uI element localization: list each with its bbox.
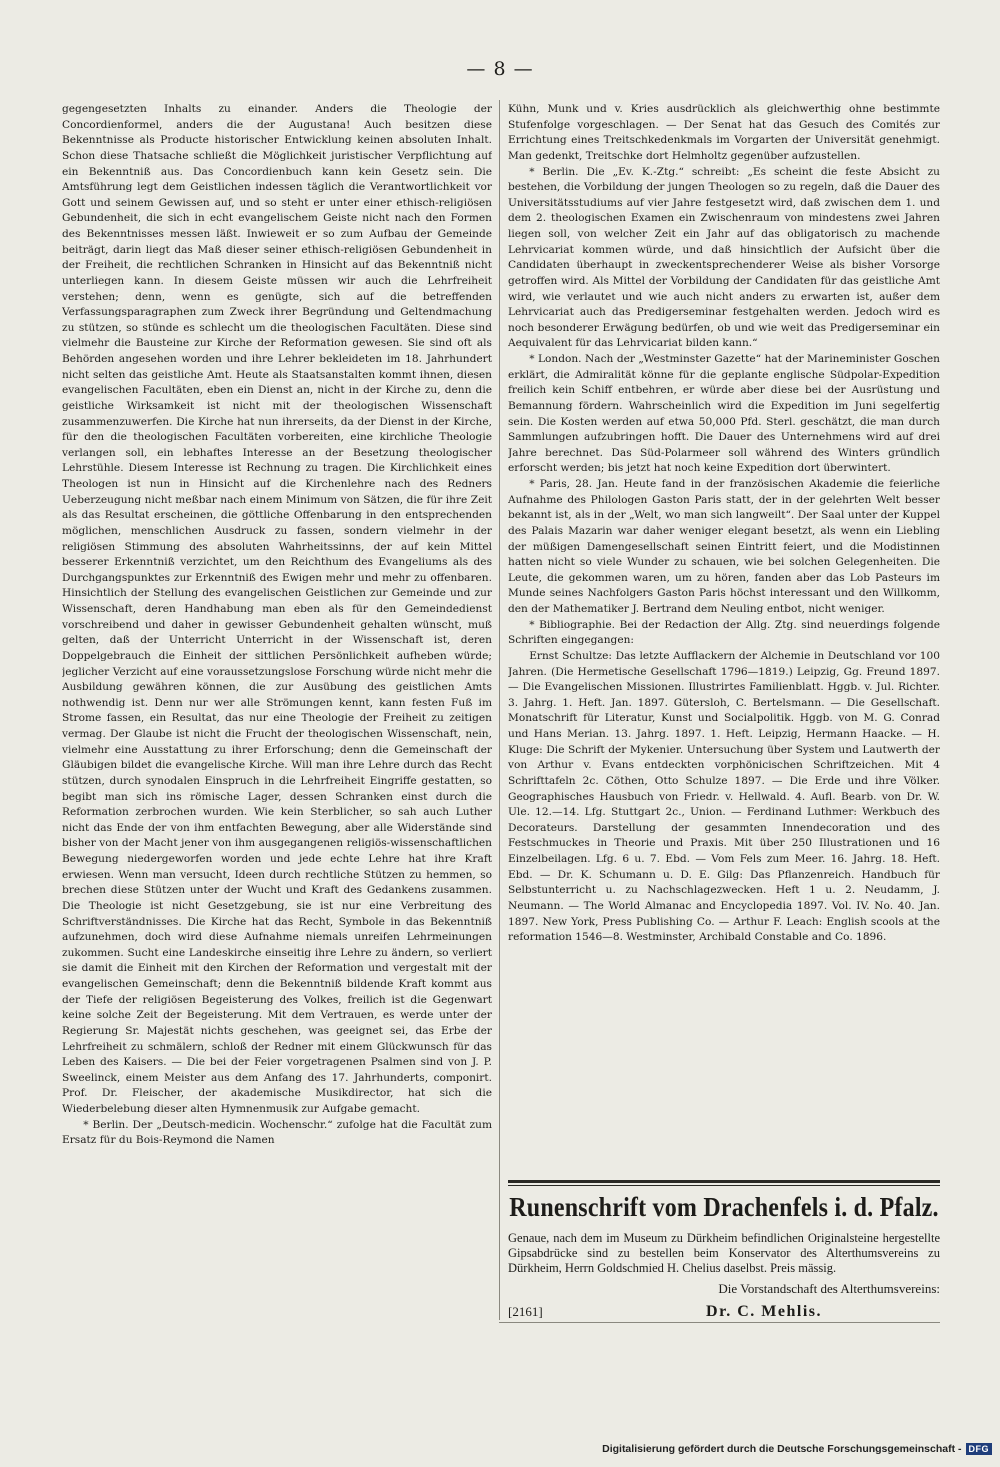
advertisement-name: Dr. C. Mehlis.: [706, 1303, 822, 1321]
footer-text: Digitalisierung gefördert durch die Deutsche Forschungsgemeinschaft -: [602, 1443, 962, 1455]
section-rule-top: [508, 1180, 940, 1183]
article-paragraph: Kühn, Munk und v. Kries ausdrücklich als gleichwerthig ohne bestimmte Stufenfolge vorgeschlagen. — Der Senat hat das Gesuch des Comités zur Errichtung eines Treitschkedenkmals im Vorgarten der Universität genehmigt. Man gedenkt, Treitschke dort Helmholtz gegenüber aufzustellen.: [508, 103, 940, 162]
right-column: [508, 102, 940, 1176]
article-paragraph: * Paris, 28. Jan. Heute fand in der französischen Akademie die feierliche Aufnahme des Philologen Gaston Paris statt, der in der gelehrten Welt besser bekannt ist, als in der „Welt, wo man sich langweilt“. Der Saal unter der Kuppel des Palais Mazarin war daher weniger elegant besetzt, als wenn ein Liebling der müßigen Damengesellschaft seinen Eintritt feiert, und die Modistinnen hatten nicht so viele Wunder zu schauen, wie bei solchen Gelegenheiten. Die Leute, die gekommen waren, um zu hören, fanden aber das Lob Pasteurs im Munde seines Nachfolgers Gaston Paris höchst interessant und den Willkomm, den der Mathematiker J. Bertrand dem Neuling entbot, nicht weniger.: [508, 478, 940, 615]
page-number: — 8 —: [466, 58, 534, 80]
article-paragraph: gegengesetzten Inhalts zu einander. Anders die Theologie der Concordienformel, anders die der Augustana! Auch besitzen diese Bekenntnisse als Producte historischer Entwicklung keinen absoluten Inhalt. Schon diese Thatsache schließt die Möglichkeit juristischer Verpflichtung auf ein Bekenntniß aus. Das Concordienbuch kann kein Gesetz sein. Die Amtsführung legt dem Geistlichen indessen täglich die Verantwortlichkeit vor Gott und seinem Gewissen auf, und so steht er unter einer ethisch-religiösen Gebundenheit, die sich in echt evangelischem Geiste nicht nach den Formen des Bekenntnisses messen läßt. Inwieweit er so zum Aufbau der Gemeinde beiträgt, darin liegt das Maß dieser seiner ethisch-religiösen Gebundenheit in der Freiheit, die rechtlichen Schranken in Hinsicht auf das Bekenntniß nicht unterliegen kann. In diesem Geiste müssen wir auch die Lehrfreiheit verstehen; denn, wenn es genügte, sich auf die betreffenden Verfassungsparagraphen zum Zweck ihrer Begründung und Geltendmachung zu stützen, so stünde es schlecht um die theologischen Facultäten. Diese sind vielmehr die Bausteine zur Kirche der Reformation gewesen. Sie sind oft als Behörden angesehen worden und ihre Lehrer bekleideten im 18. Jahrhundert nicht selten das geistliche Amt. Heute als Staatsanstalten kommt ihnen, diesen evangelischen Facultäten, eben ein Dienst an, nicht in der Kirche zu, denn die geistliche Wirksamkeit ist nicht mit der theologischen Wissenschaft zusammenzuwerfen. Die Kirche hat nun ihrerseits, da der Dienst in der Kirche, für den die theologischen Facultäten vorbereiten, eine kirchliche Theologie verlangen soll, ein lebhaftes Interesse an der Besetzung theologischer Lehrstühle. Diesem Interesse ist Rechnung zu tragen. Die Kirchlichkeit eines Theologen ist nun in Hinsicht auf die Kirchenlehre nach des Redners Ueberzeugung nicht meßbar nach einem Minimum von Sätzen, die für ihre Zeit als das Resultat erscheinen, die göttliche Offenbarung in den entsprechenden möglichen, menschlichen Ausdruck zu fassen, sondern vielmehr in der religiösen Stimmung des absoluten Wahrheitssinns, der auf kein Mittel besserer Erkenntniß verzichtet, um den Reichthum des Evangeliums als des Durchgangspunktes zur Erkenntniß des Ewigen mehr und mehr zu offenbaren. Hinsichtlich der Stellung des evangelischen Geistlichen zur Gemeinde und zur Wissenschaft, deren Handhabung man eben als für den Gemeindedienst vorschreibend und daher in gewisser Gebundenheit gehalten wünscht, muß gelten, daß der Unterricht Unterricht in der Wissenschaft ist, deren Doppelgebrauch die Einheit der sittlichen Persönlichkeit aufheben würde; jeglicher Verzicht auf eine voraussetzungslose Forschung würde nicht mehr die Ausbildung gewähren können, die zur Ausübung des geistlichen Amts nothwendig ist. Denn nur wer alle Strömungen kennt, kann festen Fuß im Strome fassen, ein Resultat, das nur eine Theologie der Freiheit zu zeitigen vermag. Der Glaube ist nicht die Frucht der theologischen Wissenschaft, nein, vielmehr eine Ausstattung zu ihrer Erforschung; denn die Gemeinschaft der Gläubigen bildet die evangelische Kirche. Will man ihre Lehre durch das Recht stützen, durch synodalen Einspruch in die Lehrfreiheit Eingriffe gestatten, so begibt man sich ins römische Lager, dessen Schranken einst durch die Reformation zerbrochen wurden. Wie kein Sterblicher, so sah auch Luther nicht das Ende der von ihm entfachten Bewegung, aber alle Widerstände sind bisher von der Macht jener von ihm ausgegangenen religiös-wissenschaftlichen Bewegung niedergeworfen worden und jede echte Lehre hat ihre Kraft erwiesen. Wenn man versucht, Ideen durch rechtliche Stützen zu hemmen, so brechen diese Stützen unter der Wucht und Kraft des Gedankens zusammen. Die Theologie ist nicht Gesetzgebung, sie ist nur eine Verbreitung des Schriftverständnisses. Die Kirche hat das Recht, Symbole in das Bekenntniß aufzunehmen, doch wird diese Aufnahme niemals unreifen Lehrmeinungen zukommen. Sucht eine Landeskirche einseitig ihre Lehre zu ändern, so verliert sie damit die Einheit mit den Kirchen der Reformation und vergestalt mit der evangelischen Gemeinschaft; denn die Bekenntniß bildende Kraft kommt aus der Tiefe der religiösen Begeisterung des Volkes, freilich ist die Gegenwart keine solche Zeit der Begeisterung. Mit dem Vertrauen, es werde unter der Regierung Sr. Majestät nichts geschehen, was geeignet sei, das Erbe der Lehrfreiheit zu schmälern, schloß der Redner mit einem Glückwunsch für das Leben des Kaisers. — Die bei der Feier vorgetragenen Psalmen sind von J. P. Sweelinck, einem Meister aus dem Anfang des 17. Jahrhunderts, componirt. Prof. Dr. Fleischer, der akademische Musikdirector, hat sich die Wiederbelebung dieser alten Hymnenmusik zur Aufgabe gemacht.: [62, 103, 492, 1115]
article-paragraph: * London. Nach der „Westminster Gazette“ hat der Marineminister Goschen erklärt, die Admiralität könne für die geplante englische Südpolar-Expedition freilich kein Schiff entbehren, er würde aber diese bei der Ausrüstung und Bemannung fördern. Wahrscheinlich wird die Expedition im Juni segelfertig sein. Die Kosten werden auf etwa 50,000 Pfd. Sterl. geschätzt, die man durch Sammlungen aufzubringen hofft. Die Dauer des Unternehmens wird auf drei Jahre berechnet. Das Süd-Polarmeer soll während des Winters gründlich erforscht werden; bis jetzt hat noch keine Expedition dort überwintert.: [508, 353, 940, 475]
dfg-logo: DFG: [966, 1443, 993, 1455]
advertisement-title: Runenschrift vom Drachenfels i. d. Pfalz.: [509, 1192, 939, 1223]
advertisement-signature: Die Vorstandschaft des Alterthumsvereins:: [718, 1281, 940, 1297]
section-rule-thin: [508, 1185, 940, 1186]
column-divider: [499, 100, 500, 1320]
digitization-footer: [602, 1443, 992, 1455]
article-paragraph: * Berlin. Der „Deutsch-medicin. Wochenschr.“ zufolge hat die Facultät zum Ersatz für du Bois-Reymond die Namen: [62, 1118, 492, 1147]
advertisement: [508, 1193, 940, 1333]
advertisement-body: Genaue, nach dem im Museum zu Dürkheim befindlichen Originalsteine hergestellte Gipsabdrücke sind zu bestellen beim Konservator des Alterthumsvereins zu Dürkheim, Herrn Goldschmied H. Chelius daselbst. Preis mässig.: [508, 1231, 940, 1275]
article-paragraph: * Bibliographie. Bei der Redaction der Allg. Ztg. sind neuerdings folgende Schriften eingegangen:: [508, 618, 940, 647]
left-column: [62, 102, 492, 1320]
advertisement-ref: [2161]: [508, 1304, 543, 1320]
bottom-rule: [499, 1322, 940, 1323]
bibliography-list: Ernst Schultze: Das letzte Aufflackern der Alchemie in Deutschland vor 100 Jahren. (Die Hermetische Gesellschaft 1796—1819.) Leipzig, Gg. Freund 1897. — Die Evangelischen Missionen. Illustrirtes Familienblatt. Hggb. v. Jul. Richter. 3. Jahrg. 1. Heft. Jan. 1897. Gütersloh, C. Bertelsmann. — Die Gesellschaft. Monatschrift für Literatur, Kunst und Socialpolitik. Hggb. von M. G. Conrad und Hans Merian. 13. Jahrg. 1897. 1. Heft. Leipzig, Hermann Haacke. — H. Kluge: Die Schrift der Mykenier. Untersuchung über System und Lautwerth der von Arthur v. Evans entdeckten vorphönicischen Schriftzeichen. Mit 4 Schrifttafeln 2c. Cöthen, Otto Schulze 1897. — Die Erde und ihre Völker. Geographisches Hausbuch von Friedr. v. Hellwald. 4. Aufl. Bearb. von Dr. W. Ule. 12.—14. Lfg. Stuttgart 2c., Union. — Ferdinand Luthmer: Werkbuch des Decorateurs. Darstellung der gesammten Innendecoration und des Festschmuckes in Theorie und Praxis. Mit über 250 Illustrationen und 16 Einzelbeilagen. Lfg. 6 u. 7. Ebd. — Vom Fels zum Meer. 16. Jahrg. 18. Heft. Ebd. — Dr. K. Schumann u. D. E. Gilg: Das Pflanzenreich. Handbuch für Selbstunterricht u. zu Nachschlagezwecken. Heft 1 u. 2. Neudamm, J. Neumann. — The World Almanac and Encyclopedia 1897. Vol. IV. No. 40. Jan. 1897. New York, Press Publishing Co. — Arthur F. Leach: English scools at the reformation 1546—8. Westminster, Archibald Constable and Co. 1896.: [508, 649, 940, 944]
article-paragraph: * Berlin. Die „Ev. K.-Ztg.“ schreibt: „Es scheint die feste Absicht zu bestehen, die Vorbildung der jungen Theologen so zu regeln, daß die Dauer des Universitätsstudiums auf vier Jahre festgesetzt wird, daß zwischen dem 1. und dem 2. theologischen Examen ein Zwischenraum von mindestens zwei Jahren liegen soll, von welcher Zeit ein Jahr auf das obligatorisch zu machende Lehrvicariat kommen würde, und daß hinsichtlich der Aufsicht über die Candidaten überhaupt in zweckentsprechenderer Weise als bisher Vorsorge getroffen wird. Als Mittel der Vorbildung der Candidaten für das geistliche Amt wird, wie verlautet und wie auch nicht anders zu erwarten ist, außer dem Lehrvicariat auch das Predigerseminar festgehalten werden. Jedoch wird es noch besonderer Erwägung bedürfen, ob und wie weit das Predigerseminar ein Aequivalent für das Lehrvicariat bilden kann.“: [508, 165, 940, 350]
